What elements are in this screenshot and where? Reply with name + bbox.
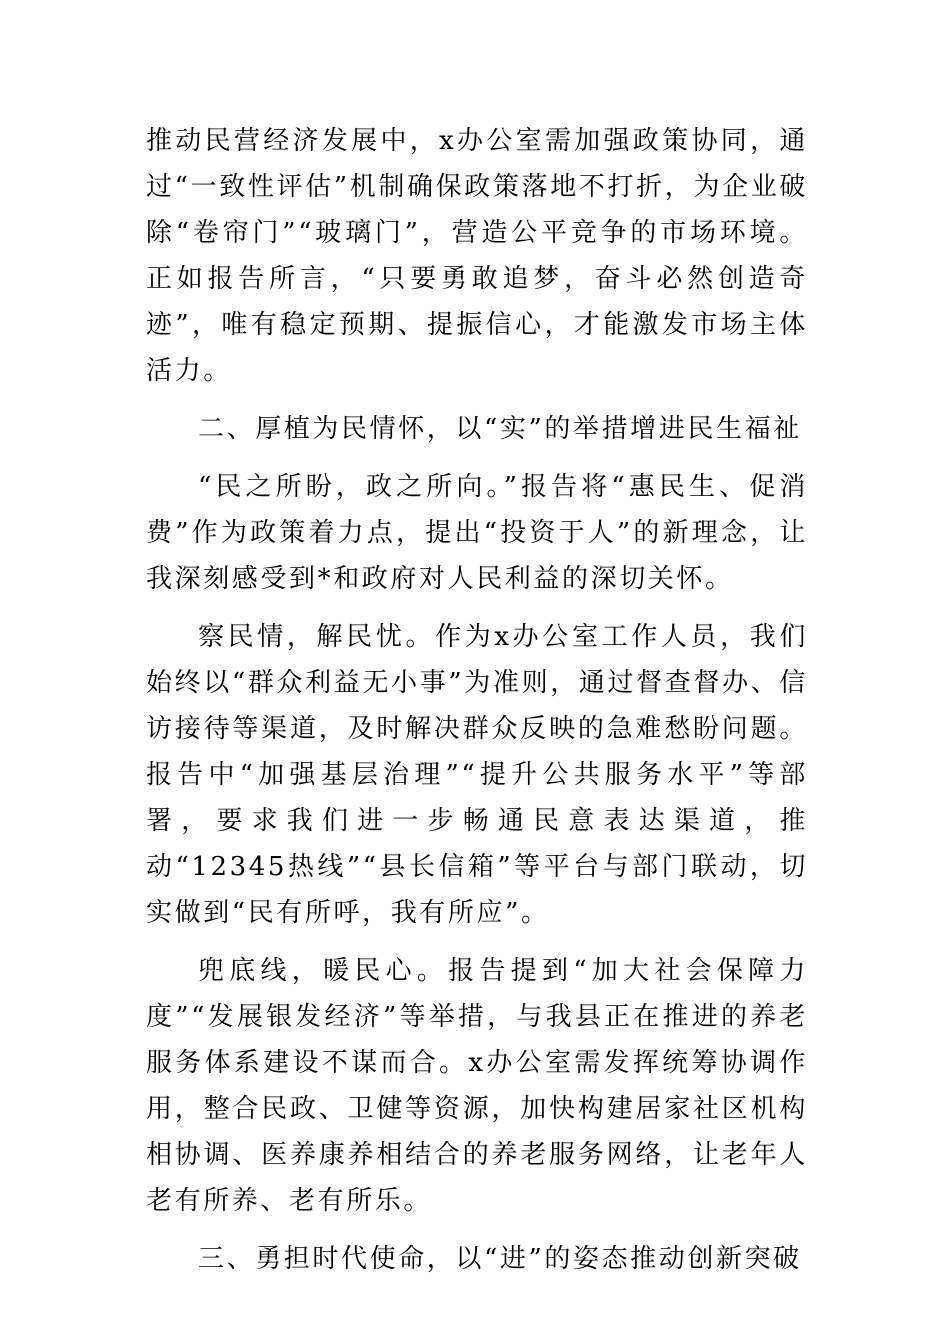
paragraph-private-economy: 推动民营经济发展中，x办公室需加强政策协同，通过“一致性评估”机制确保政策落地不打折，为企业破除“卷帘门”“玻璃门”，营造公平竞争的市场环境。正如报告所言，“只要勇敢追梦，奋斗必然创造奇迹”，唯有稳定预期、提振信心，才能激发市场主体活力。 xyxy=(146,126,808,386)
document-body xyxy=(146,118,808,1294)
section-heading-two: 二、厚植为民情怀，以“实”的举措增进民生福祉 xyxy=(198,414,802,444)
section-heading-three: 三、勇担时代使命，以“进”的姿态推动创新突破 xyxy=(198,1244,802,1274)
paragraph-social-security: 兜底线，暖民心。报告提到“加大社会保障力度”“发展银发经济”等举措，与我县正在推进的养老服务体系建设不谋而合。x办公室需发挥统筹协调作用，整合民政、卫健等资源，加快构建居家社区机构相协调、医养康养相结合的养老服务网络，让老年人老有所养、老有所乐。 xyxy=(146,956,808,1216)
paragraph-people-expectation: “民之所盼，政之所向。”报告将“惠民生、促消费”作为政策着力点，提出“投资于人”的新理念，让我深刻感受到*和政府对人民利益的深切关怀。 xyxy=(146,472,808,594)
paragraph-public-sentiment: 察民情，解民忧。作为x办公室工作人员，我们始终以“群众利益无小事”为准则，通过督查督办、信访接待等渠道，及时解决群众反映的急难愁盼问题。报告中“加强基层治理”“提升公共服务水平”等部署，要求我们进一步畅通民意表达渠道，推动“12345热线”“县长信箱”等平台与部门联动，切实做到“民有所呼，我有所应”。 xyxy=(146,622,808,928)
